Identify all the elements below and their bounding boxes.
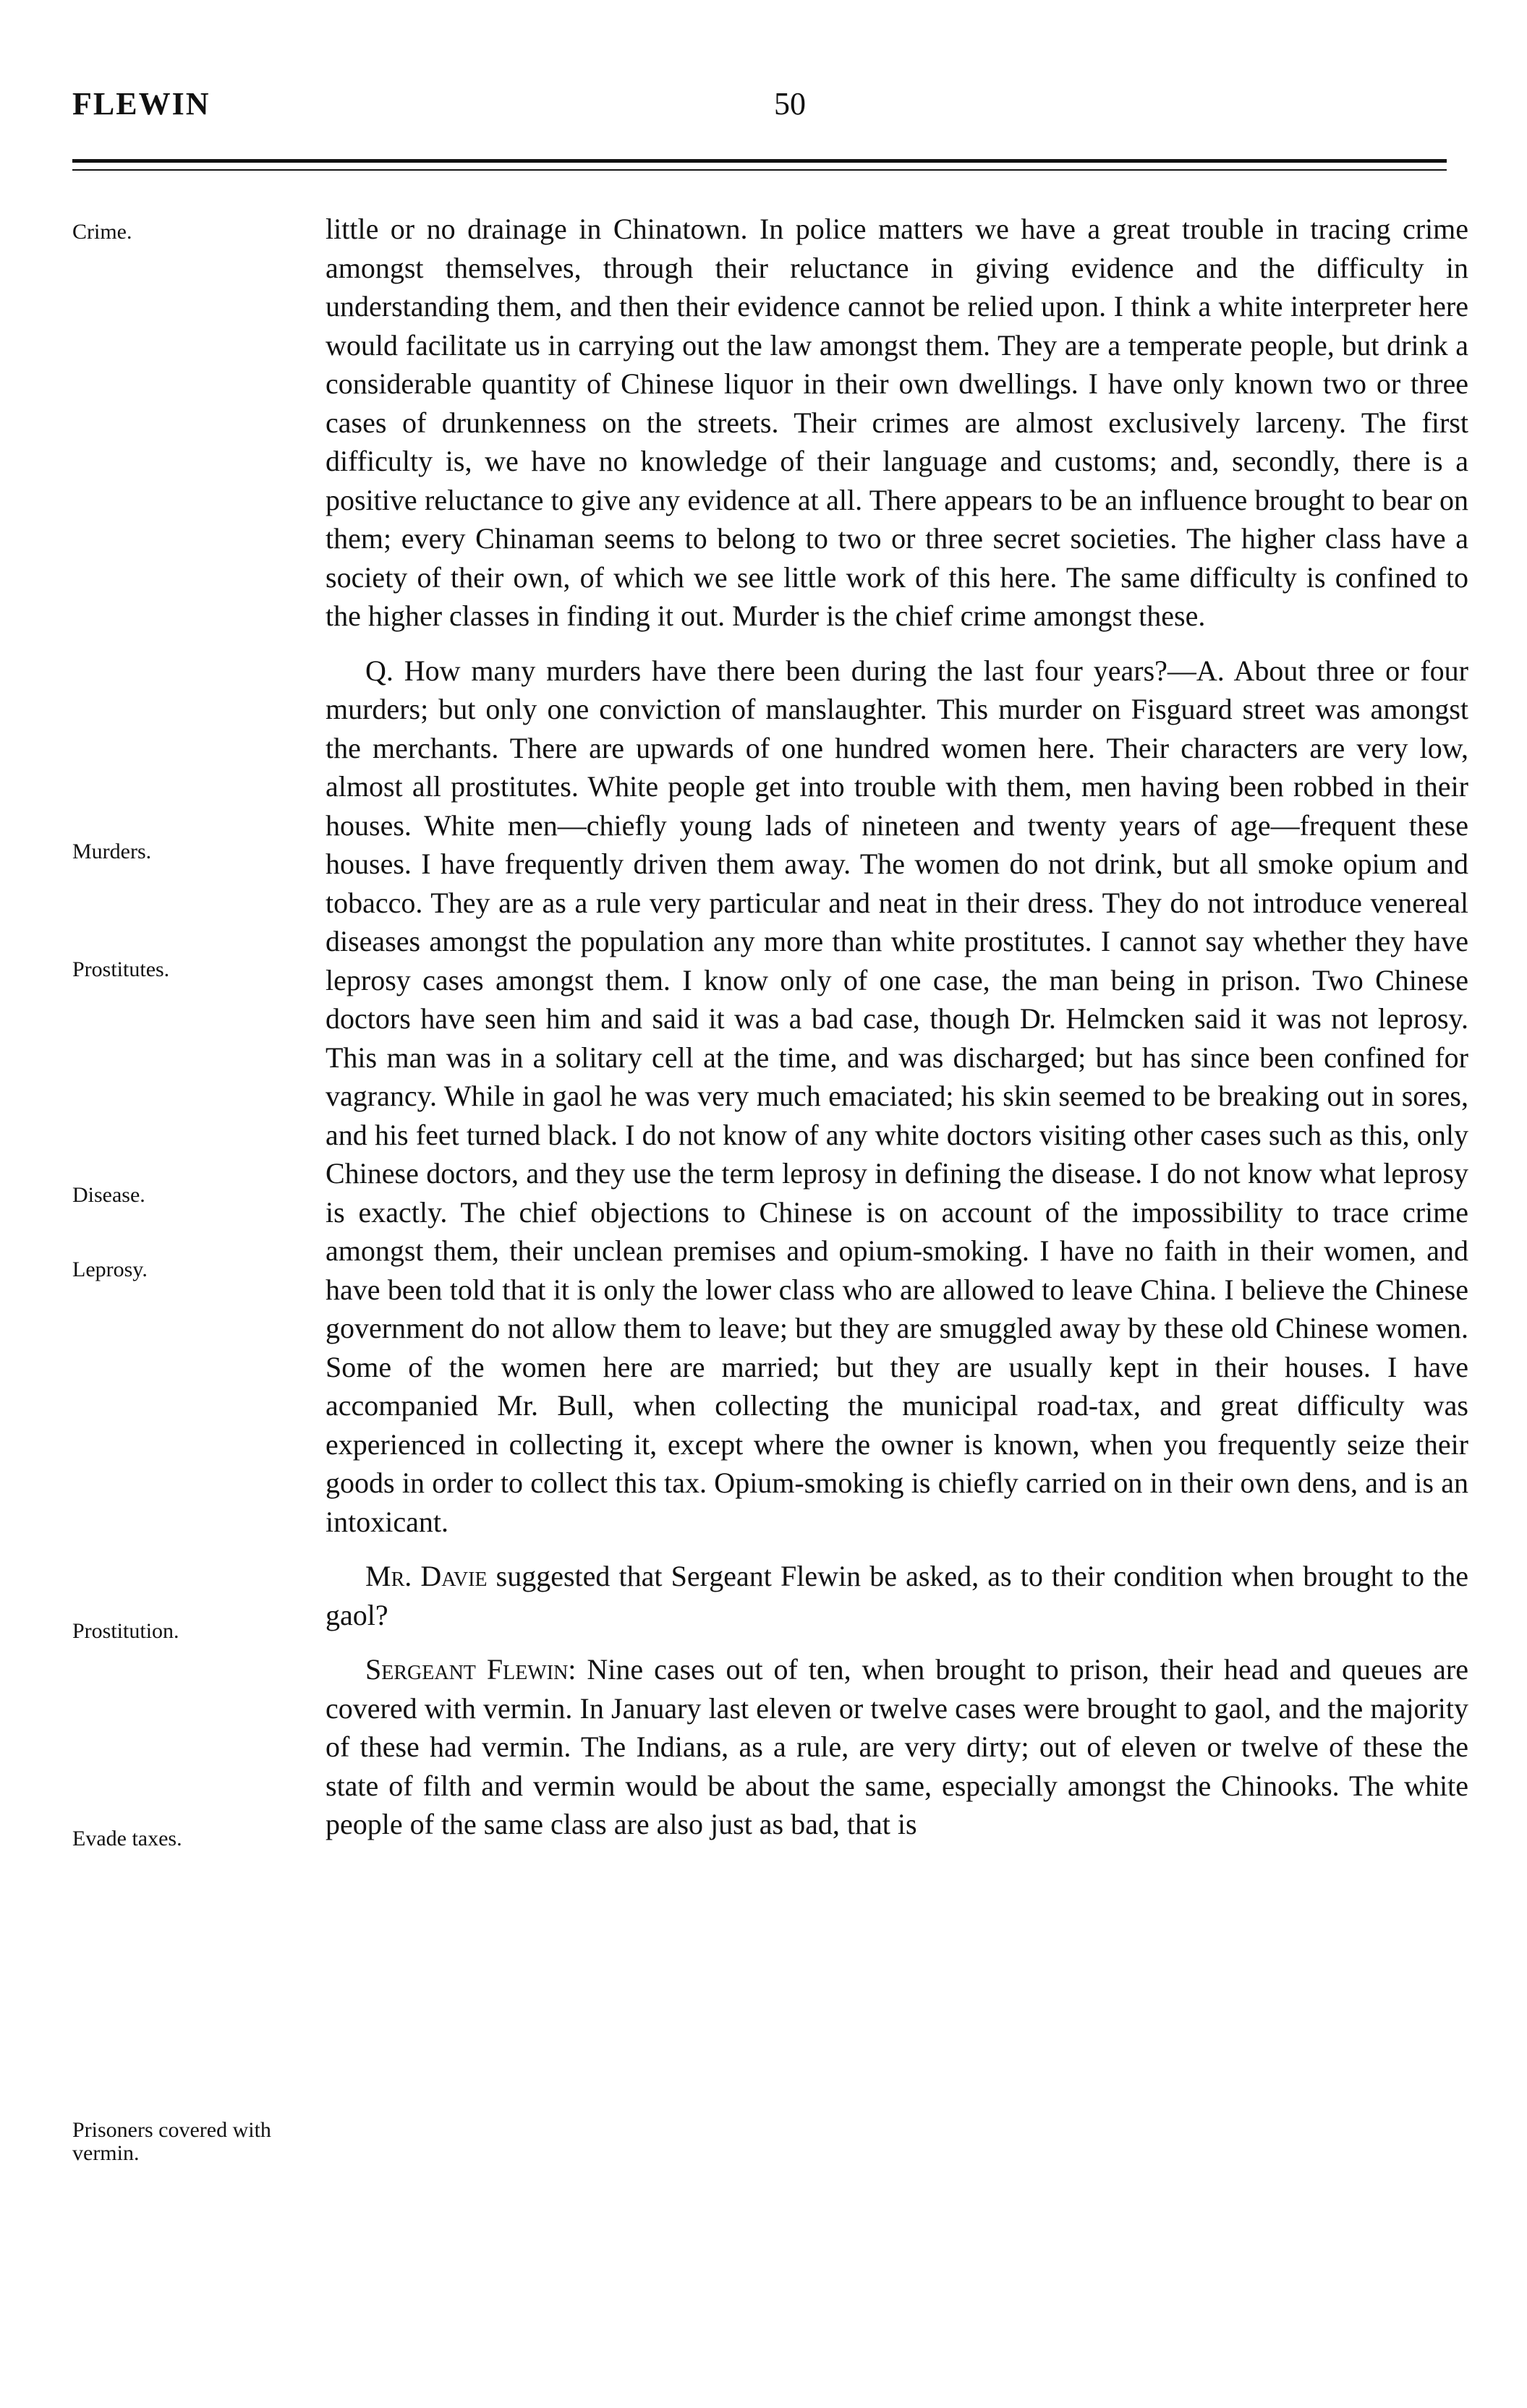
running-head-name: FLEWIN xyxy=(72,86,210,121)
paragraph-text: suggested that Sergeant Flewin be asked, as to their condition when brought to the gaol? xyxy=(326,1560,1468,1631)
speaker-name: Sergeant Flewin xyxy=(365,1653,569,1686)
margin-note-prisoners-vermin: Prisoners covered with vermin. xyxy=(72,2118,271,2165)
margin-note-evade-taxes: Evade taxes. xyxy=(72,1827,182,1850)
paragraph-flewin-answer xyxy=(326,1650,1468,1844)
margin-note-crime: Crime. xyxy=(72,220,132,244)
margin-note-prostitutes: Prostitutes. xyxy=(72,957,170,981)
speaker-name: Mr. Davie xyxy=(365,1560,488,1592)
paragraph-crime: little or no drainage in Chinatown. In police matters we have a great trouble in tracing crime amongst themselves, through their reluctance in giving evidence and the difficulty in understanding them, and then their evidence cannot be relied upon. I think a white interpreter here would facilitate us in carrying out the law amongst them. They are a temperate people, but drink a considerable quantity of Chinese liquor in their own dwellings. I have only known two or three cases of drunkenness on the streets. Their crimes are almost exclusively larceny. The first difficulty is, we have no knowledge of their language and customs; and, secondly, there is a positive reluctance to give any evidence at all. There appears to be an influence brought to bear on them; every Chinaman seems to belong to two or three secret societies. The higher class have a society of their own, of which we see little work of this here. The same difficulty is confined to the higher classes in finding it out. Murder is the chief crime amongst these. xyxy=(326,213,1468,632)
margin-note-disease: Disease. xyxy=(72,1183,145,1207)
paragraph-davie-suggestion xyxy=(326,1557,1468,1634)
margin-note-murders: Murders. xyxy=(72,840,152,863)
margin-note-leprosy: Leprosy. xyxy=(72,1258,148,1281)
paragraph-text: : Nine cases out of ten, when brought to prison, their head and queues are covered with vermin. In January last eleven or twelve cases were brought to gaol, and the majority of these had vermin. The Indians, as a rule, are very dirty; out of eleven or twelve of these the state of filth and vermin would be about the same, especially amongst the Chinooks. The white people of the same class are also just as bad, that is xyxy=(326,1653,1469,1840)
margin-note-prostitution: Prostitution. xyxy=(72,1619,179,1643)
paragraph-murders-question: Q. How many murders have there been during the last four years?—A. About three or four murders; but only one conviction of manslaughter. This murder on Fisguard street was amongst the merchants. There are upwards of one hundred women here. Their characters are very low, almost all prostitutes. White people get into trouble with them, men having been robbed in their houses. White men—chiefly young lads of nineteen and twenty years of age—frequent these houses. I have frequently driven them away. The women do not drink, but all smoke opium and tobacco. They are as a rule very particular and neat in their dress. They do not introduce venereal diseases amongst the population any more than white prostitutes. I cannot say whether they have leprosy cases amongst them. I know only of one case, the man being in prison. Two Chinese doctors have seen him and said it was a bad case, though Dr. Helmcken said it was not leprosy. This man was in a solitary cell at the time, and was discharged; but has since been confined for vagrancy. While in gaol he was very much emaciated; his skin seemed to be breaking out in sores, and his feet turned black. I do not know of any white doctors visiting other cases such as this, only Chinese doctors, and they use the term leprosy in defining the disease. I do not know what leprosy is exactly. The chief objections to Chinese is on account of the impossibility to trace crime amongst them, their unclean premises and opium-smoking. I have no faith in their women, and have been told that it is only the lower class who are allowed to leave China. I believe the Chinese government do not allow them to leave; but they are smuggled away by these old Chinese women. Some of the women here are married; but they are usually kept in their houses. I have accompanied Mr. Bull, when collecting the municipal road-tax, and great difficulty was experienced in collecting it, except where the owner is known, when you frequently seize their goods in order to collect this tax. Opium-smoking is chiefly carried on in their own dens, and is an intoxicant. xyxy=(326,654,1468,1538)
page-number: 50 xyxy=(774,86,806,121)
margin-notes xyxy=(0,0,318,2408)
body-text xyxy=(326,210,1468,1860)
